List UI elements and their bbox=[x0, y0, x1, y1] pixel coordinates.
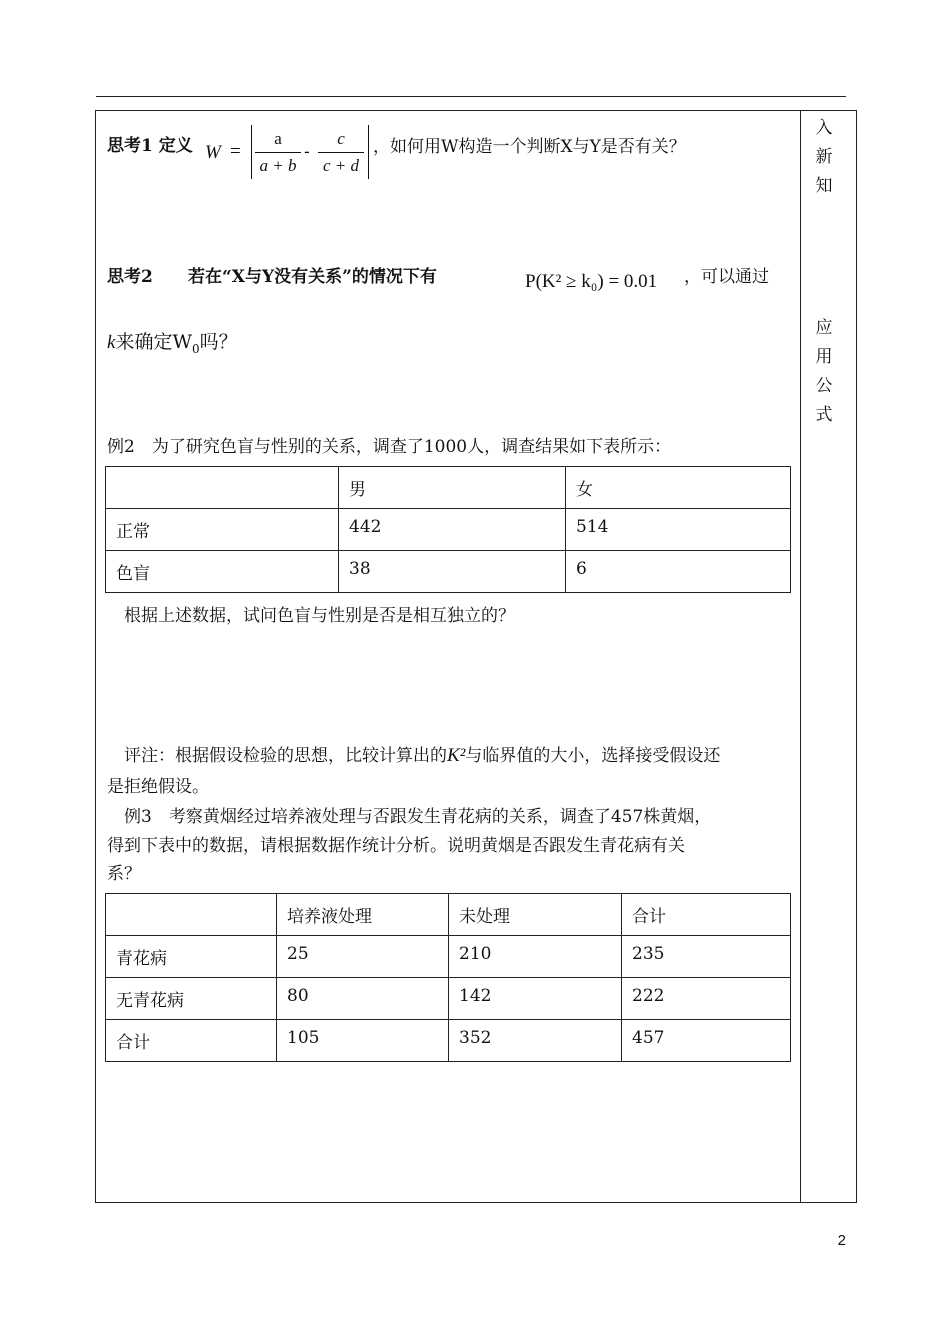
think2-label: 思考2 bbox=[107, 267, 153, 287]
table-cell: 142 bbox=[449, 978, 622, 1020]
table-header-row bbox=[106, 894, 791, 936]
table-cell: 38 bbox=[339, 551, 566, 593]
w-symbol: W bbox=[205, 142, 221, 163]
comment-text-a: 评注：根据假设检验的思想，比较计算出的 bbox=[124, 746, 447, 766]
minus-sign: - bbox=[304, 142, 310, 162]
fraction-denominator: a + b bbox=[259, 156, 297, 175]
table-cell: 457 bbox=[622, 1020, 791, 1062]
table-cell: 352 bbox=[449, 1020, 622, 1062]
table-header-cell: 男 bbox=[339, 467, 566, 509]
sidebar-char: 应 bbox=[815, 318, 833, 338]
example2-intro: 例2 为了研究色盲与性别的关系，调查了1000人，调查结果如下表所示： bbox=[107, 437, 672, 457]
table-cell: 210 bbox=[449, 936, 622, 978]
think2-line2-text: 来确定W bbox=[115, 331, 192, 353]
table-header-cell bbox=[106, 894, 277, 936]
table-header-cell: 女 bbox=[566, 467, 791, 509]
fraction-c-over-cd bbox=[318, 128, 364, 177]
colorblind-table bbox=[105, 466, 791, 593]
tobacco-table bbox=[105, 893, 791, 1062]
abs-bar-right bbox=[368, 125, 369, 179]
table-header-cell: 培养液处理 bbox=[277, 894, 449, 936]
comment-line2: 是拒绝假设。 bbox=[107, 777, 209, 797]
table-header-cell: 合计 bbox=[622, 894, 791, 936]
table-cell: 105 bbox=[277, 1020, 449, 1062]
sidebar-label-new-knowledge bbox=[812, 114, 836, 201]
table-header-cell: 未处理 bbox=[449, 894, 622, 936]
example3-line2: 得到下表中的数据，请根据数据作统计分析。说明黄烟是否跟发生青花病有关 bbox=[107, 836, 685, 856]
table-cell: 6 bbox=[566, 551, 791, 593]
table-row bbox=[106, 936, 791, 978]
example3-line1: 例3 考察黄烟经过培养液处理与否跟发生青花病的关系，调查了457株黄烟， bbox=[124, 807, 712, 827]
example2-question: 根据上述数据，试问色盲与性别是否是相互独立的？ bbox=[124, 606, 515, 626]
page-number: 2 bbox=[837, 1232, 846, 1249]
think1-question: ，如何用W构造一个判断X与Y是否有关？ bbox=[373, 137, 686, 157]
w-subscript: 0 bbox=[191, 341, 200, 356]
equals-sign: = bbox=[230, 141, 241, 162]
table-header-row bbox=[106, 467, 791, 509]
sidebar-char: 公 bbox=[815, 376, 833, 396]
table-cell: 色盲 bbox=[106, 551, 339, 593]
table-cell: 合计 bbox=[106, 1020, 277, 1062]
header-rule bbox=[96, 96, 846, 97]
table-cell: 514 bbox=[566, 509, 791, 551]
table-cell: 正常 bbox=[106, 509, 339, 551]
table-cell: 无青花病 bbox=[106, 978, 277, 1020]
fraction-numerator: c bbox=[337, 129, 345, 148]
table-row bbox=[106, 1020, 791, 1062]
sidebar-char: 知 bbox=[815, 176, 833, 196]
sidebar-divider bbox=[800, 110, 801, 1203]
fraction-numerator: a bbox=[274, 129, 282, 148]
think2-line2-end: 吗？ bbox=[199, 331, 238, 353]
think1-label: 思考1 定义 bbox=[107, 136, 193, 156]
fraction-a-over-ab bbox=[255, 128, 301, 177]
sidebar-char: 用 bbox=[815, 347, 833, 367]
comment-text-b: 与临界值的大小，选择接受假设还 bbox=[465, 746, 721, 766]
table-cell: 235 bbox=[622, 936, 791, 978]
table-row bbox=[106, 551, 791, 593]
table-row bbox=[106, 509, 791, 551]
sidebar-char: 式 bbox=[815, 405, 833, 425]
think2-line2 bbox=[107, 327, 238, 356]
sidebar-label-apply-formula bbox=[812, 314, 836, 430]
table-cell: 25 bbox=[277, 936, 449, 978]
think2-text-after: ，可以通过 bbox=[684, 267, 769, 287]
table-cell: 80 bbox=[277, 978, 449, 1020]
think2-text: 若在“X与Y没有关系”的情况下有 bbox=[188, 267, 437, 287]
example3-line3: 系？ bbox=[107, 864, 141, 884]
table-cell: 青花病 bbox=[106, 936, 277, 978]
fraction-denominator: c + d bbox=[322, 156, 360, 175]
table-header-cell bbox=[106, 467, 339, 509]
probability-formula: P(K² ≥ k₀) = 0.01 bbox=[525, 271, 658, 292]
comment-line1 bbox=[124, 741, 720, 767]
k-symbol: k bbox=[107, 332, 116, 353]
table-row bbox=[106, 978, 791, 1020]
k-squared-symbol: K² bbox=[447, 745, 466, 766]
table-cell: 442 bbox=[339, 509, 566, 551]
abs-bar-left bbox=[251, 125, 252, 179]
table-cell: 222 bbox=[622, 978, 791, 1020]
sidebar-char: 入 bbox=[815, 118, 833, 138]
sidebar-char: 新 bbox=[815, 147, 833, 167]
